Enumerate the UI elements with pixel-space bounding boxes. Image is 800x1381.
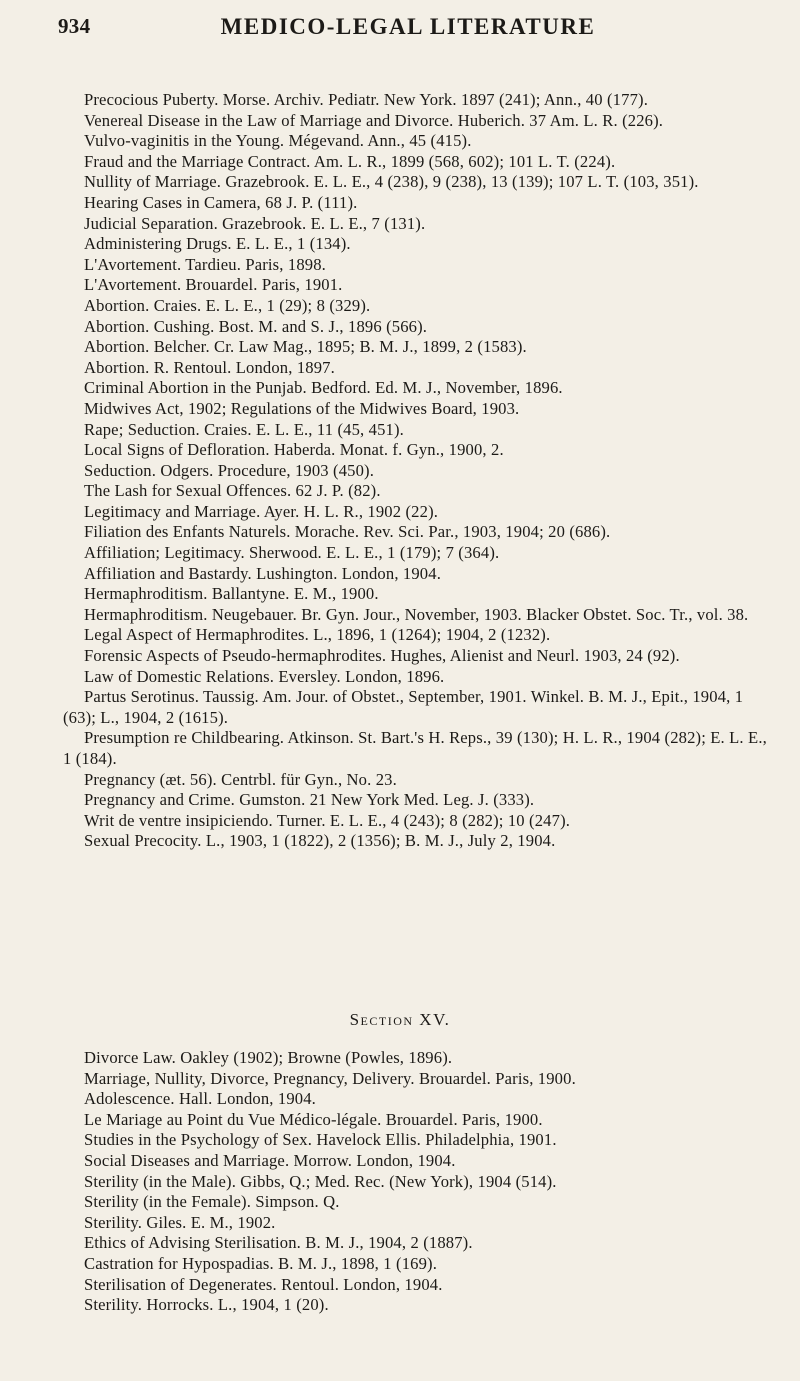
bibliography-entry: The Lash for Sexual Offences. 62 J. P. (82). <box>84 481 381 501</box>
bibliography-list-after <box>63 1048 768 1316</box>
bibliography-entry: Hermaphroditism. Ballantyne. E. M., 1900. <box>84 584 379 604</box>
bibliography-entry: Legitimacy and Marriage. Ayer. H. L. R., 1902 (22). <box>84 501 439 521</box>
bibliography-entry: Hearing Cases in Camera, 68 J. P. (111). <box>84 192 358 212</box>
bibliography-entry: Administering Drugs. E. L. E., 1 (134). <box>84 234 351 254</box>
bibliography-entry: Criminal Abortion in the Punjab. Bedford. Ed. M. J., November, 1896. <box>84 378 563 398</box>
bibliography-entry: Affiliation; Legitimacy. Sherwood. E. L. E., 1 (179); 7 (364). <box>84 543 500 563</box>
bibliography-entry: Precocious Puberty. Morse. Archiv. Pediatr. New York. 1897 (241); Ann., 40 (177). <box>84 90 648 109</box>
bibliography-entry: Abortion. R. Rentoul. London, 1897. <box>84 357 335 377</box>
bibliography-entry: Forensic Aspects of Pseudo-hermaphrodites. Hughes, Alienist and Neurl. 1903, 24 (92). <box>84 646 680 666</box>
bibliography-entry: Writ de ventre insipiciendo. Turner. E. L. E., 4 (243); 8 (282); 10 (247). <box>84 810 571 830</box>
bibliography-entry: Filiation des Enfants Naturels. Morache. Rev. Sci. Par., 1903, 1904; 20 (686). <box>84 522 611 542</box>
bibliography-entry: Nullity of Marriage. Grazebrook. E. L. E., 4 (238), 9 (238), 13 (139); 107 L. T. (103, 351). <box>84 172 699 192</box>
bibliography-entry: Judicial Separation. Grazebrook. E. L. E., 7 (131). <box>84 213 426 233</box>
bibliography-list-before <box>63 90 768 852</box>
running-head: MEDICO-LEGAL LITERATURE <box>220 14 596 39</box>
bibliography-entry: Pregnancy and Crime. Gumston. 21 New York Med. Leg. J. (333). <box>84 790 535 810</box>
bibliography-entry: Rape; Seduction. Craies. E. L. E., 11 (45, 451). <box>84 419 404 439</box>
bibliography-entry: Midwives Act, 1902; Regulations of the Midwives Board, 1903. <box>84 398 520 418</box>
bibliography-entry: Vulvo-vaginitis in the Young. Mégevand. Ann., 45 (415). <box>84 131 472 151</box>
bibliography-entry: Marriage, Nullity, Divorce, Pregnancy, Delivery. Brouardel. Paris, 1900. <box>84 1068 576 1088</box>
bibliography-entry: Sexual Precocity. L., 1903, 1 (1822), 2 (1356); B. M. J., July 2, 1904. <box>84 831 556 851</box>
bibliography-entry: Fraud and the Marriage Contract. Am. L. R., 1899 (568, 602); 101 L. T. (224). <box>84 151 616 171</box>
bibliography-entry: Abortion. Craies. E. L. E., 1 (29); 8 (329). <box>84 295 371 315</box>
bibliography-entry: Partus Serotinus. Taussig. Am. Jour. of Obstet., September, 1901. Winkel. B. M. J., Epit., 1904, 1 (63); L., 1904, 2 (1615). <box>63 687 744 727</box>
bibliography-entry: Abortion. Belcher. Cr. Law Mag., 1895; B. M. J., 1899, 2 (1583). <box>84 337 527 357</box>
bibliography-entry: Le Mariage au Point du Vue Médico-légale. Brouardel. Paris, 1900. <box>84 1109 543 1129</box>
bibliography-entry: Abortion. Cushing. Bost. M. and S. J., 1896 (566). <box>84 316 428 336</box>
bibliography-entry: Sterility. Horrocks. L., 1904, 1 (20). <box>84 1295 329 1315</box>
bibliography-entry: Law of Domestic Relations. Eversley. London, 1896. <box>84 666 445 686</box>
page-number: 934 <box>58 14 91 38</box>
bibliography-entry: Adolescence. Hall. London, 1904. <box>84 1089 316 1109</box>
bibliography-entry: Sterility (in the Female). Simpson. Q. <box>84 1192 340 1212</box>
page-header <box>58 14 758 50</box>
bibliography-entry: L'Avortement. Tardieu. Paris, 1898. <box>84 254 326 274</box>
bibliography-entry: L'Avortement. Brouardel. Paris, 1901. <box>84 275 343 295</box>
bibliography-entry: Local Signs of Defloration. Haberda. Monat. f. Gyn., 1900, 2. <box>84 440 504 460</box>
bibliography-entry: Castration for Hypospadias. B. M. J., 1898, 1 (169). <box>84 1253 438 1273</box>
bibliography-entry: Sterility. Giles. E. M., 1902. <box>84 1212 276 1232</box>
bibliography-entry: Legal Aspect of Hermaphrodites. L., 1896, 1 (1264); 1904, 2 (1232). <box>84 625 551 645</box>
bibliography-entry: Presumption re Childbearing. Atkinson. St. Bart.'s H. Reps., 39 (130); H. L. R., 1904 (282); E. L. E., 1 (184). <box>63 728 767 768</box>
bibliography-entry: Social Diseases and Marriage. Morrow. London, 1904. <box>84 1150 456 1170</box>
bibliography-entry: Affiliation and Bastardy. Lushington. London, 1904. <box>84 563 442 583</box>
section-heading: Section XV. <box>349 1010 451 1029</box>
bibliography-entry: Sterilisation of Degenerates. Rentoul. London, 1904. <box>84 1274 443 1294</box>
bibliography-entry: Ethics of Advising Sterilisation. B. M. J., 1904, 2 (1887). <box>84 1233 473 1253</box>
bibliography-entry: Studies in the Psychology of Sex. Havelock Ellis. Philadelphia, 1901. <box>84 1130 557 1150</box>
bibliography-entry: Hermaphroditism. Neugebauer. Br. Gyn. Jour., November, 1903. Blacker Obstet. Soc. Tr., vol. 38. <box>84 604 749 624</box>
bibliography-entry: Venereal Disease in the Law of Marriage and Divorce. Huberich. 37 Am. L. R. (226). <box>84 110 664 130</box>
bibliography-entry: Divorce Law. Oakley (1902); Browne (Powles, 1896). <box>84 1048 453 1067</box>
bibliography-entry: Pregnancy (æt. 56). Centrbl. für Gyn., No. 23. <box>84 769 397 789</box>
bibliography-entry: Seduction. Odgers. Procedure, 1903 (450). <box>84 460 375 480</box>
bibliography-entry: Sterility (in the Male). Gibbs, Q.; Med. Rec. (New York), 1904 (514). <box>84 1171 557 1191</box>
